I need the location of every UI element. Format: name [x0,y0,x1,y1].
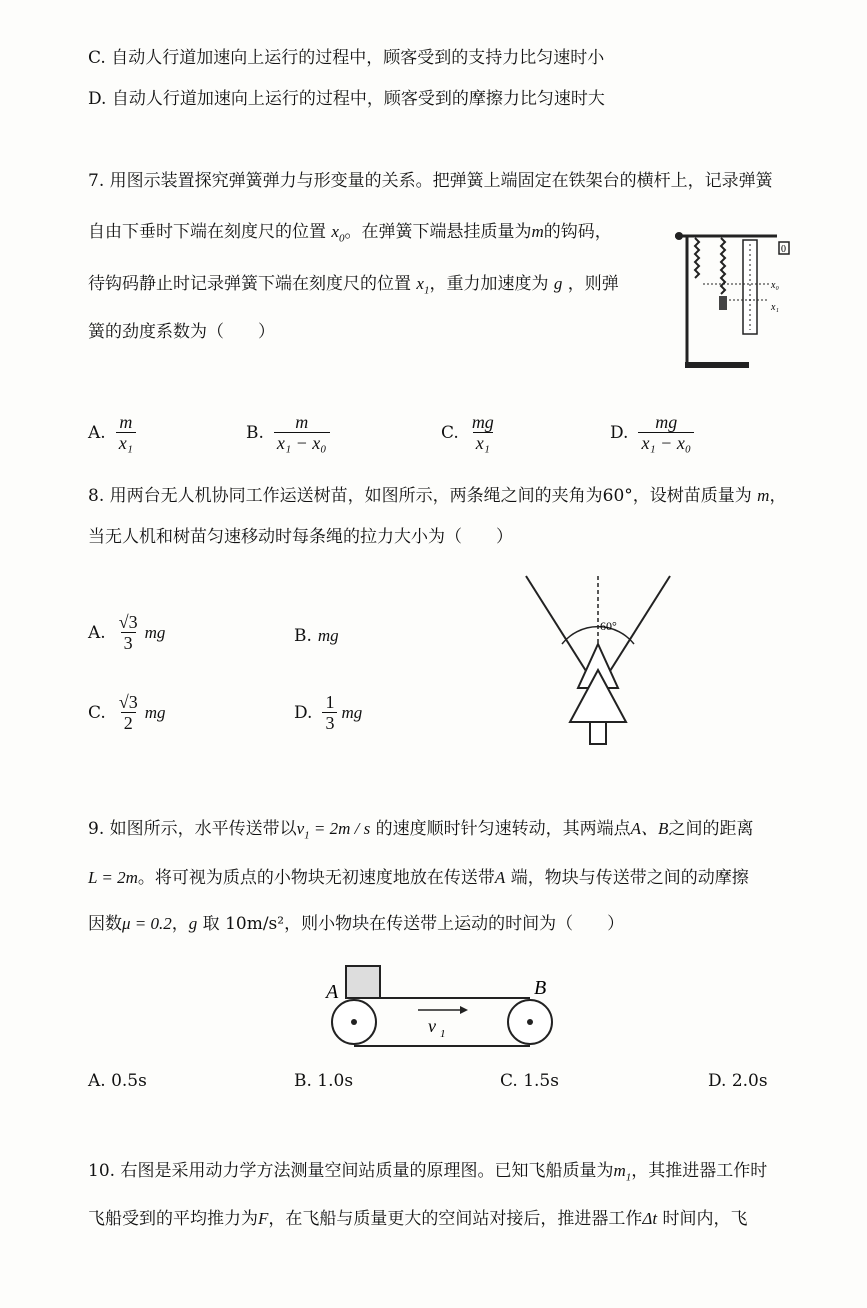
velocity-label: v [428,1016,436,1036]
spring-right [721,238,725,294]
q8-stem-line1: 8. 用两台无人机协同工作运送树苗，如图所示，两条绳之间的夹角为60°，设树苗质量为 m， [88,486,787,506]
small-block [346,966,380,998]
ruler-zero-label: 0 [781,244,786,255]
q9-stem-line3: 因数μ = 0.2，g 取 10m/s²，则小物块在传送带上运动的时间为（ ） [88,914,625,934]
q7-stem-line3: 待钩码静止时记录弹簧下端在刻度尺的位置 $x_1$，重力加速度为 g ，则弹 [88,274,619,297]
q8-tree-ropes-figure [520,572,680,750]
q9-option-a: A. 0.5s [88,1071,147,1091]
q7-stem-line4: 簧的劲度系数为（ ） [88,322,275,342]
x0-label: x₀ [771,280,779,291]
q8-stem-line2: 当无人机和树苗匀速移动时每条绳的拉力大小为（ ） [88,527,513,547]
q7-stem-line1: 7. 用图示装置探究弹簧弹力与形变量的关系。把弹簧上端固定在铁架台的横杆上，记录弹簧 [88,171,773,191]
q9-option-b: B. 1.0s [294,1071,354,1091]
q9-option-c: C. 1.5s [500,1071,559,1091]
point-a-label: A [326,981,339,1003]
q9-option-d: D. 2.0s [708,1071,768,1091]
angle-label: 60° [600,619,617,633]
q7-stem-line2: 自由下垂时下端在刻度尺的位置 $x_0$。在弹簧下端悬挂质量为m的钩码， [88,222,612,245]
point-b-label: B [534,977,547,999]
velocity-subscript: 1 [440,1028,446,1040]
tree-trunk [590,722,606,744]
tree-bottom [570,670,626,722]
q8-option-c: C. $\frac{√3}{2}$ mg [88,692,166,733]
q8-option-a: A. $\frac{√3}{3}$ mg [88,612,166,653]
q7-option-c: C. $\frac{mg}{\text{x₁}}$ [441,412,494,453]
q8-option-d: D. $\frac{1}{3}$ mg [294,692,363,733]
q7-option-d: D. $\frac{mg}{\text{x₁ − x₀}}$ [610,412,698,453]
q6-option-c: C. 自动人行道加速向上运行的过程中，顾客受到的支持力比匀速时小 [88,48,605,68]
q10-stem-line1: 10. 右图是采用动力学方法测量空间站质量的原理图。已知飞船质量为$m_1$，其推进器工作时 [88,1161,768,1184]
q8-option-b: B. mg [294,626,339,646]
x1-label: x₁ [771,302,779,313]
q9-stem-line2: L = 2m。将可视为质点的小物块无初速度地放在传送带A 端，物块与传送带之间的动摩擦 [88,868,749,888]
hook-weight [719,296,727,310]
q6-option-d: D. 自动人行道加速向上运行的过程中，顾客受到的摩擦力比匀速时大 [88,89,605,109]
q10-stem-line2: 飞船受到的平均推力为F，在飞船与质量更大的空间站对接后，推进器工作Δt 时间内，飞 [88,1209,748,1229]
q7-option-a: A. $\frac{m}{\text{x₁}}$ [88,412,140,453]
q7-spring-apparatus-figure [655,222,795,372]
q9-conveyor-belt-figure [320,962,570,1052]
q9-stem-line1: 9. 如图所示，水平传送带以$v_1 = 2m / s$ 的速度顺时针匀速转动，其两端点A、B之间的距离 [88,819,754,842]
stand-base [685,362,749,368]
q7-option-b: B. $\frac{m}{\text{x₁ − x₀}}$ [246,412,334,453]
spring-left [695,238,699,278]
